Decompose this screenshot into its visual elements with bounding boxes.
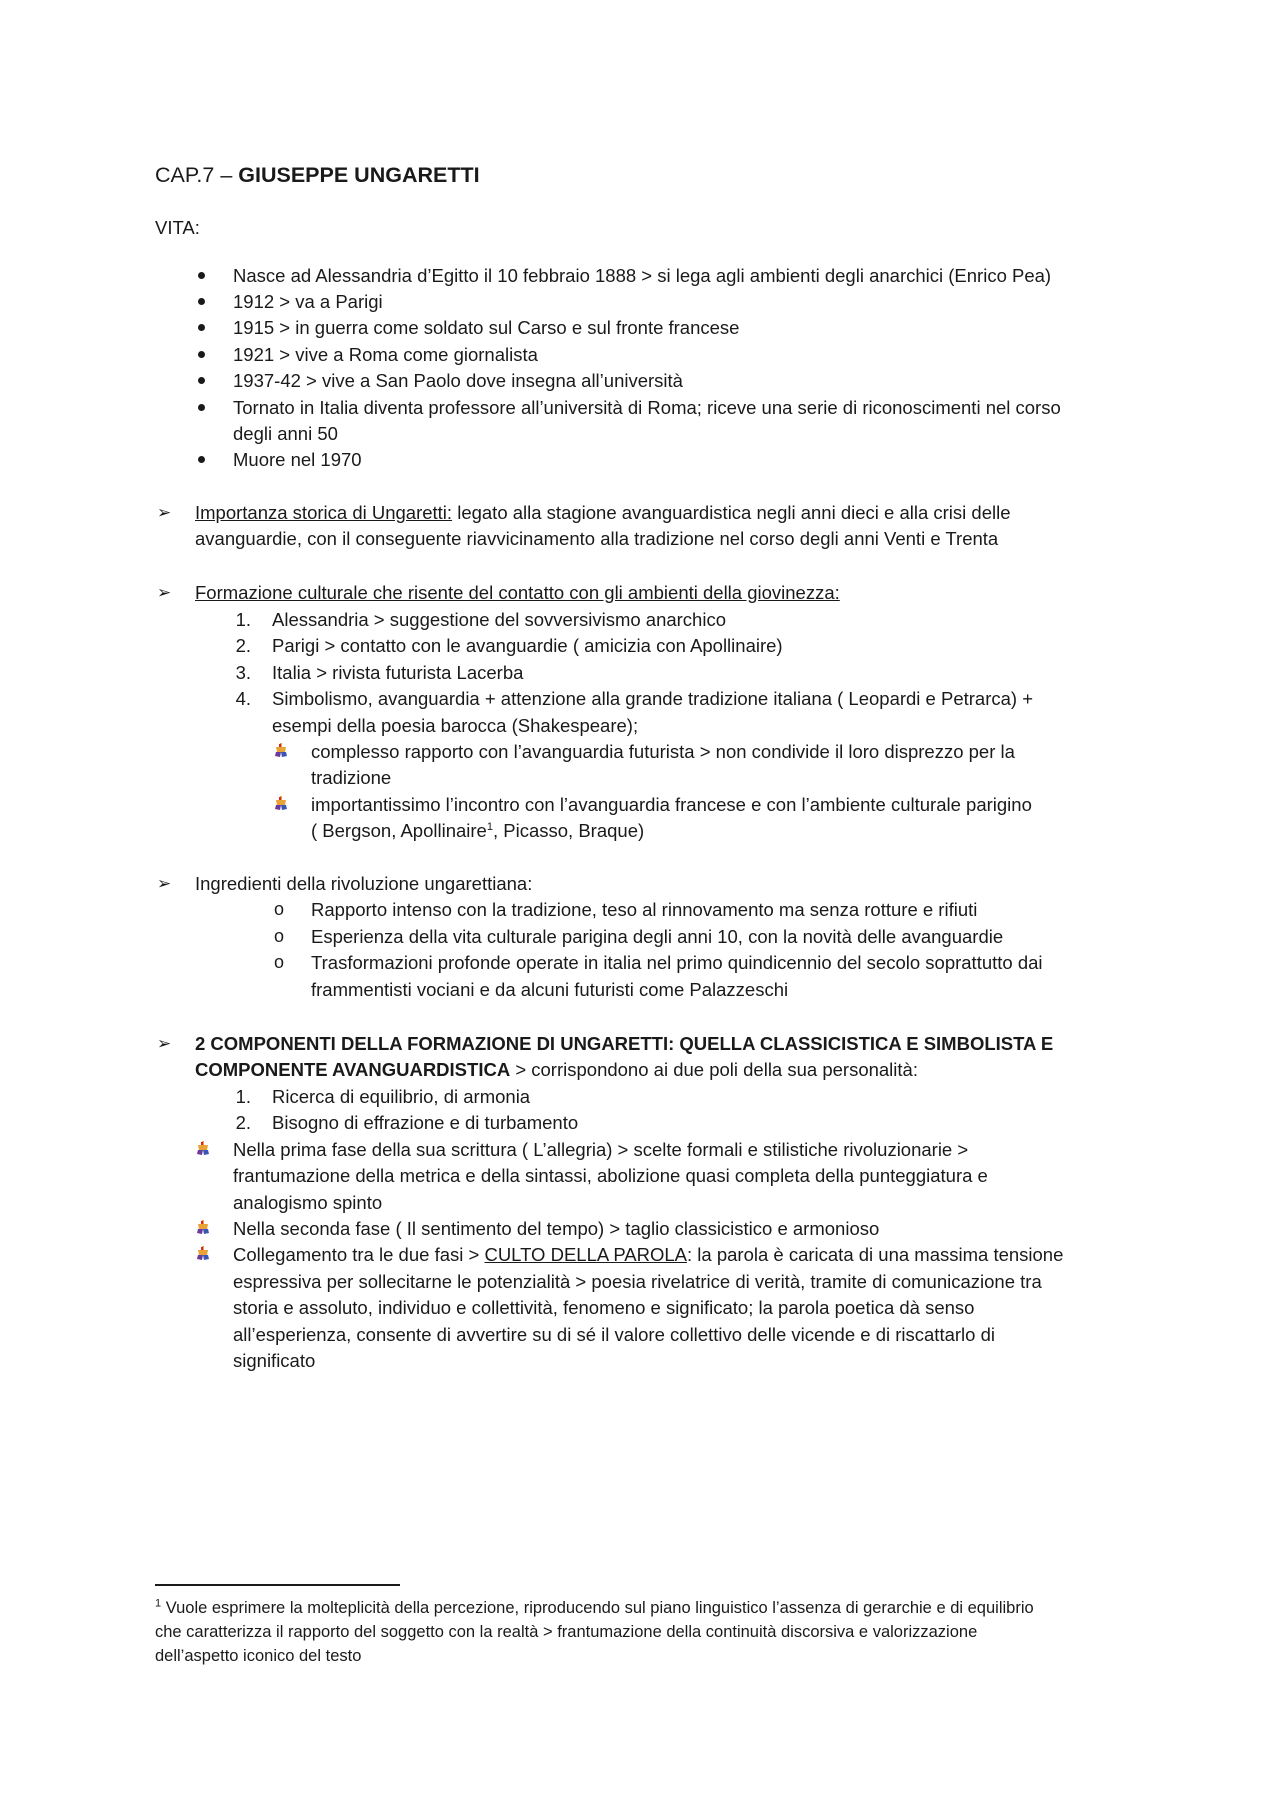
puzzle-bullet-icon (196, 1246, 210, 1260)
footnote-text: Vuole esprimere la molteplicità della percezione, riproducendo sul piano linguistico l’assenza di gerarchie e di equilibrio (161, 1599, 1034, 1617)
culto-della-parola: CULTO DELLA PAROLA (484, 1244, 688, 1265)
list-item: Trasformazioni profonde operate in italia nel primo quindicennio del secolo soprattutto dai (311, 952, 1043, 973)
list-item: Ricerca di equilibrio, di armonia (272, 1086, 531, 1107)
fase-item-continuation: frantumazione della metrica e della sintassi, abolizione quasi completa della punteggiatura e (233, 1165, 988, 1186)
puzzle-bullet-icon (196, 1220, 210, 1234)
list-item: Parigi > contatto con le avanguardie ( amicizia con Apollinaire) (272, 635, 783, 656)
section-label-vita: VITA: (155, 217, 200, 238)
fase-item-continuation: significato (233, 1350, 316, 1371)
fase-item-continuation: espressiva per sollecitarne le potenzialità > poesia rivelatrice di verità, tramite di comunicazione tra (233, 1271, 1042, 1292)
circle-bullet-icon: o (274, 952, 285, 972)
bullet-icon (198, 377, 205, 384)
bullet-icon (198, 298, 205, 305)
importanza-text: legato alla stagione avanguardistica negli anni dieci e alla crisi delle (452, 502, 1011, 523)
arrow-bullet-icon: ➢ (157, 874, 172, 893)
title-prefix: CAP.7 – (155, 163, 239, 187)
puzzle-bullet-icon (274, 743, 288, 757)
list-number: 1. (235, 1086, 251, 1107)
importanza-heading: Importanza storica di Ungaretti: (195, 502, 453, 523)
importanza-line-2: avanguardie, con il conseguente riavvicinamento alla tradizione nel corso degli anni Venti e Trenta (195, 528, 999, 549)
list-item: Alessandria > suggestione del sovversivismo anarchico (272, 609, 726, 630)
componenti-heading-line-2 (195, 1056, 918, 1083)
formazione-heading: Formazione culturale che risente del contatto con gli ambienti della giovinezza: (195, 582, 840, 603)
fase-item: Nella prima fase della sua scrittura ( L’allegria) > scelte formali e stilistiche rivoluzionarie > (233, 1139, 969, 1160)
sub-list-item: complesso rapporto con l’avanguardia futurista > non condivide il loro disprezzo per la (311, 741, 1015, 762)
bullet-icon (198, 404, 205, 411)
list-item: Rapporto intenso con la tradizione, teso al rinnovamento ma senza rotture e rifiuti (311, 899, 978, 920)
list-item: 1915 > in guerra come soldato sul Carso e sul fronte francese (233, 317, 740, 338)
list-item-continuation: degli anni 50 (233, 423, 338, 444)
list-item: Simbolismo, avanguardia + attenzione alla grande tradizione italiana ( Leopardi e Petrarca) + (272, 688, 1034, 709)
title-name: GIUSEPPE UNGARETTI (238, 163, 480, 187)
bullet-icon (198, 272, 205, 279)
footnote-mark: 1 (155, 1597, 162, 1610)
circle-bullet-icon: o (274, 899, 285, 919)
bullet-icon (198, 456, 205, 463)
list-item: Nasce ad Alessandria d’Egitto il 10 febbraio 1888 > si lega agli ambienti degli anarchici (Enrico Pea) (233, 265, 1052, 286)
footnote-reference[interactable]: 1 (486, 820, 493, 833)
page-title (155, 160, 480, 190)
fase-item: Nella seconda fase ( Il sentimento del tempo) > taglio classicistico e armonioso (233, 1218, 880, 1239)
list-item: 1912 > va a Parigi (233, 291, 383, 312)
arrow-bullet-icon: ➢ (157, 1034, 172, 1053)
footnote-line-2: che caratterizza il rapporto del soggetto con la realtà > frantumazione della continuità discorsiva e valorizzazione (155, 1623, 978, 1641)
fase-text: : la parola è caricata di una massima tensione (687, 1244, 1064, 1265)
list-item: 1921 > vive a Roma come giornalista (233, 344, 538, 365)
list-item-continuation: esempi della poesia barocca (Shakespeare); (272, 715, 639, 736)
list-number: 4. (235, 688, 251, 709)
arrow-bullet-icon: ➢ (157, 503, 172, 522)
fase-item-continuation: analogismo spinto (233, 1192, 383, 1213)
componenti-heading: 2 COMPONENTI DELLA FORMAZIONE DI UNGARETTI: QUELLA CLASSICISTICA E SIMBOLISTA E (195, 1033, 1054, 1054)
fase-item (233, 1241, 1063, 1268)
bullet-icon (198, 324, 205, 331)
sub-list-item-continuation (311, 817, 644, 844)
sub-list-text: , Picasso, Braque) (492, 820, 645, 841)
bullet-icon (198, 351, 205, 358)
sub-list-text: ( Bergson, Apollinaire (311, 820, 487, 841)
fase-text: Collegamento tra le due fasi > (233, 1244, 485, 1265)
list-number: 2. (235, 1112, 251, 1133)
puzzle-bullet-icon (196, 1141, 210, 1155)
list-number: 3. (235, 662, 251, 683)
sub-list-item-continuation: tradizione (311, 767, 392, 788)
list-item: Italia > rivista futurista Lacerba (272, 662, 524, 683)
componenti-heading-text: > corrispondono ai due poli della sua personalità: (510, 1059, 918, 1080)
list-item: 1937-42 > vive a San Paolo dove insegna all’università (233, 370, 683, 391)
componenti-heading-bold: COMPONENTE AVANGUARDISTICA (195, 1059, 511, 1080)
list-number: 2. (235, 635, 251, 656)
footnote-line-1 (155, 1596, 1034, 1620)
list-item: Esperienza della vita culturale parigina degli anni 10, con la novità delle avanguardie (311, 926, 1004, 947)
importanza-line-1 (195, 499, 1011, 526)
ingredienti-heading: Ingredienti della rivoluzione ungarettiana: (195, 873, 533, 894)
circle-bullet-icon: o (274, 926, 285, 946)
puzzle-bullet-icon (274, 796, 288, 810)
fase-item-continuation: storia e assoluto, individuo e collettività, fenomeno e significato; la parola poetica dà senso (233, 1297, 975, 1318)
footnote-separator (155, 1584, 400, 1586)
fase-item-continuation: all’esperienza, consente di avvertire su di sé il valore collettivo delle vicende e di riscattarlo di (233, 1324, 995, 1345)
arrow-bullet-icon: ➢ (157, 583, 172, 602)
list-item-continuation: frammentisti vociani e da alcuni futuristi come Palazzeschi (311, 979, 789, 1000)
list-number: 1. (235, 609, 251, 630)
list-item: Muore nel 1970 (233, 449, 362, 470)
list-item: Bisogno di effrazione e di turbamento (272, 1112, 579, 1133)
list-item: Tornato in Italia diventa professore all’università di Roma; riceve una serie di riconoscimenti nel corso (233, 397, 1061, 418)
sub-list-item: importantissimo l’incontro con l’avanguardia francese e con l’ambiente culturale parigino (311, 794, 1032, 815)
footnote-line-3: dell’aspetto iconico del testo (155, 1647, 362, 1665)
